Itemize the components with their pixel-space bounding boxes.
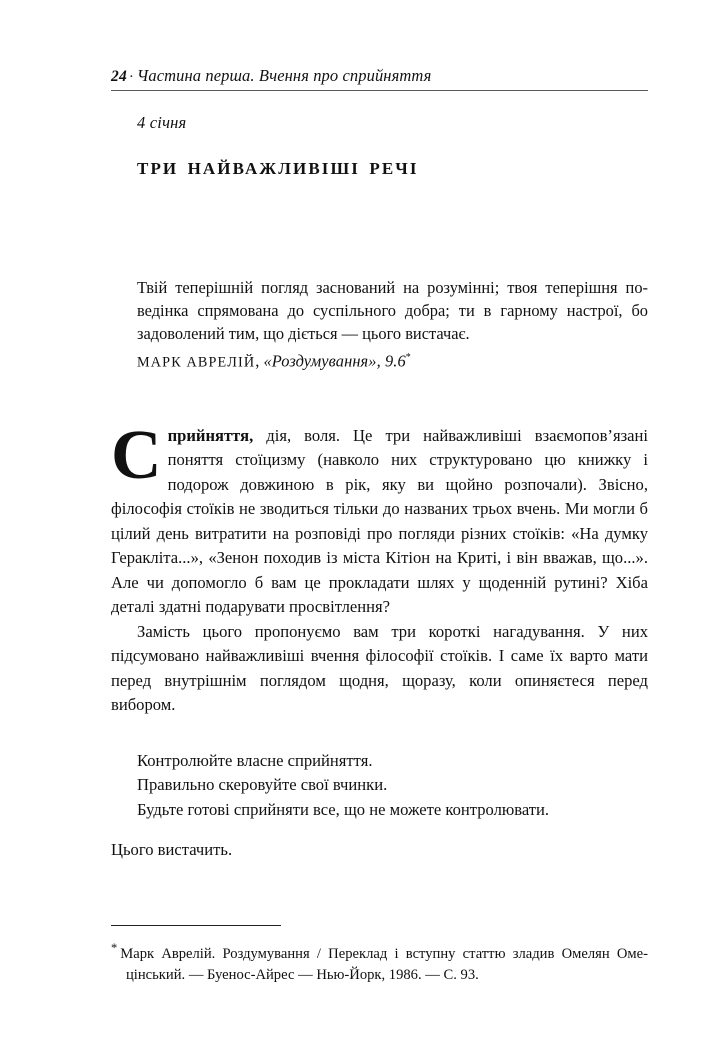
footnote-block	[111, 938, 648, 987]
epigraph-block	[137, 276, 648, 374]
body-paragraph-2: Замість цього пропонуємо вам три короткі нагадування. У них підсумовано найважливіші вчення філософії стоїків. І саме їх варто мати перед внутрішнім поглядом щодня, щоразу, коли опиняєтеся перед вибором.	[111, 621, 648, 714]
epigraph-text: Твій теперішній погляд заснований на розумінні; твоя теперішня поведінка спрямована до суспільного добра; ти в гарному настрої, бо задоволений тим, що діється — цього вистачає.	[137, 278, 648, 344]
chapter-title: ТРИ НАЙВАЖЛИВІШІ РЕЧІ	[137, 159, 419, 179]
drop-cap: С	[111, 417, 162, 494]
running-head-title: Частина перша. Вчення про сприйняття	[136, 66, 432, 85]
running-head	[111, 66, 648, 92]
body-paragraph-1-rest: дія, воля. Це три найважливіші взаємопов’язані поняття стоїцизму (навколо них структуровано цю книжку і подорож довжиною в рік, яку ви щойно розпочали). Звісно, філософія стоїків не зводиться тільки до названих трьох вчень. Ми могли б цілий день витратити на розповіді про погляди різних стоїків: «На думку Геракліта...», «Зенон походив із міста Кітіон на Криті, і він вважав, що...». Але чи допомогло б вам це прокладати шлях у щоденній рутині? Хіба деталі здатні подарувати просвітлення?	[111, 426, 648, 617]
running-head-separator: ·	[128, 69, 134, 85]
epigraph-author: МАРК АВРЕЛІЙ	[137, 354, 256, 371]
body-paragraph-1	[111, 417, 648, 620]
footnote-text: Марк Аврелій. Роздумування / Переклад і вступну статтю зладив Омелян Омецінський. — Буенос-Айрес — Нью-Йорк, 1986. — С. 93.	[120, 945, 648, 984]
lead-in-bold: прийняття,	[167, 426, 254, 445]
epigraph-attribution-comma: ,	[255, 351, 264, 371]
precept-item: Будьте готові сприйняти все, що не можете контролювати.	[137, 799, 550, 819]
precepts-list	[137, 749, 648, 822]
running-head-rule	[111, 90, 648, 91]
page-number: 24	[111, 68, 127, 85]
footnote-separator-rule	[111, 925, 281, 926]
footnote-marker: *	[111, 941, 118, 955]
body-text	[111, 417, 648, 717]
footnote-reference-marker: *	[405, 351, 411, 363]
closing-block	[111, 838, 648, 862]
closing-line: Цього вистачить.	[111, 840, 233, 859]
footnote-entry	[111, 938, 648, 987]
epigraph-work-title: «Роздумування»	[263, 351, 377, 371]
precept-item: Контролюйте власне сприйняття.	[137, 751, 373, 770]
epigraph-reference: , 9.6	[376, 351, 406, 371]
epigraph-attribution	[137, 346, 648, 375]
chapter-date: 4 січня	[137, 113, 187, 132]
precept-item: Правильно скеровуйте свої вчинки.	[137, 775, 388, 795]
book-page	[111, 0, 648, 1050]
